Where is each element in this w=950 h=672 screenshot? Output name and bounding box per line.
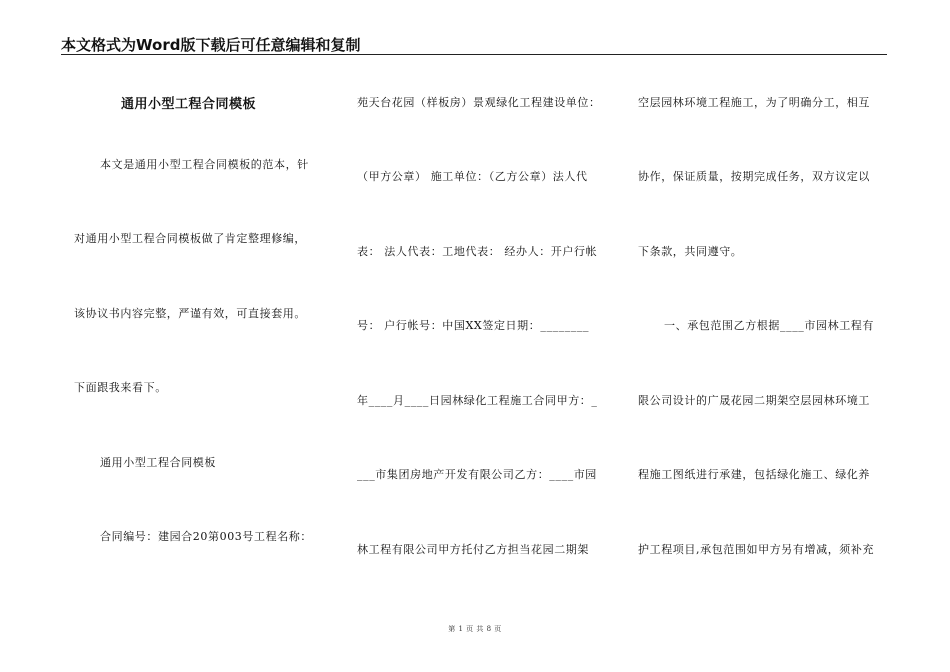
paragraph-line: 合同编号：建园合20第003号工程名称： <box>100 530 312 543</box>
paragraph-line: 表： 法人代表：工地代表： 经办人：开户行帐 <box>357 245 598 258</box>
paragraph-line: 该协议书内容完整，严谨有效，可直接套用。 <box>74 307 306 320</box>
paragraph-line: 程施工图纸进行承建，包括绿化施工、绿化养 <box>638 468 870 481</box>
paragraph-line: 本文是通用小型工程合同模板的范本，针 <box>100 158 309 171</box>
text-column-3 <box>638 0 884 640</box>
page-number: 第 1 页 共 8 页 <box>448 625 502 633</box>
paragraph-line: 协作，保证质量，按期完成任务，双方议定以 <box>638 170 870 183</box>
paragraph-line: 林工程有限公司甲方托付乙方担当花园二期架 <box>357 543 589 556</box>
paragraph-line: 下条款，共同遵守。 <box>638 245 743 258</box>
paragraph-line: 护工程项目,承包范围如甲方另有增减，须补充 <box>638 543 875 556</box>
text-column-1 <box>74 0 336 640</box>
text-column-2 <box>357 0 607 640</box>
paragraph-line: 对通用小型工程合同模板做了肯定整理修编， <box>74 232 306 245</box>
paragraph-line: 号： 户行帐号：中国XX签定日期：________ <box>357 319 590 332</box>
paragraph-line: （甲方公章） 施工单位：（乙方公章）法人代 <box>357 170 588 183</box>
paragraph-line: 苑天台花园（样板房）景观绿化工程建设单位： <box>357 96 601 109</box>
paragraph-line: 通用小型工程合同模板 <box>100 456 216 469</box>
paragraph-line: 空层园林环境工程施工，为了明确分工，相互 <box>638 96 870 109</box>
paragraph-line: 年____月____日园林绿化工程施工合同甲方：_ <box>357 394 598 407</box>
paragraph-line: 一、承包范围乙方根据____市园林工程有 <box>664 319 874 332</box>
document-banner: 本文格式为Word版下载后可任意编辑和复制 <box>61 36 361 54</box>
document-title: 通用小型工程合同模板 <box>121 97 257 112</box>
paragraph-line: ___市集团房地产开发有限公司乙方：____市园 <box>357 468 597 481</box>
paragraph-line: 限公司设计的广晟花园二期架空层园林环境工 <box>638 394 870 407</box>
paragraph-line: 下面跟我来看下。 <box>74 381 167 394</box>
